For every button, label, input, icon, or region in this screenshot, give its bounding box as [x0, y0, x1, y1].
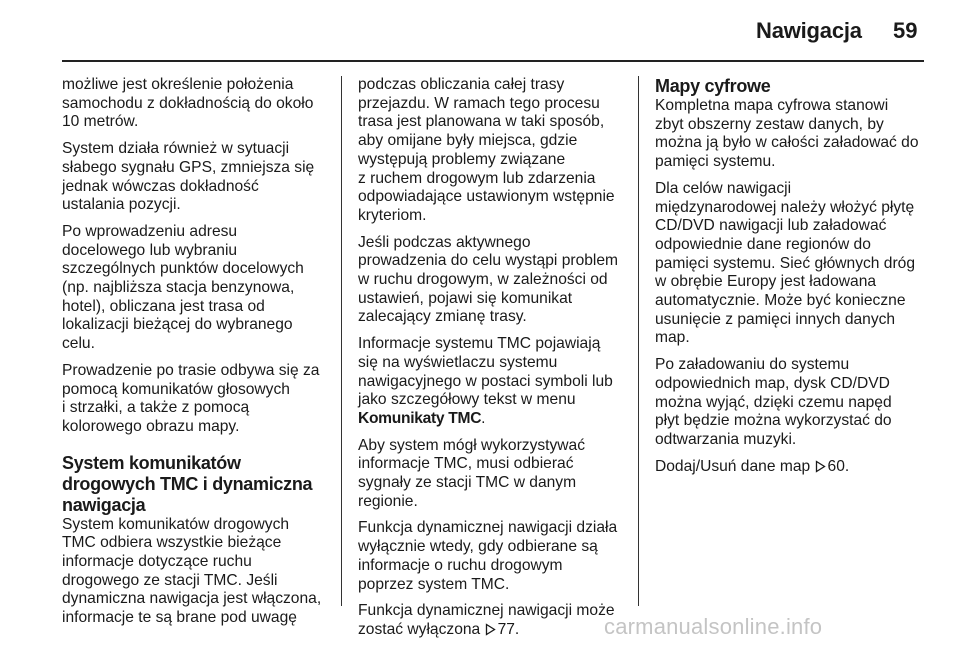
- text-line: Po załadowaniu do systemu: [655, 356, 850, 374]
- text-line: nawigacyjnego w postaci symboli lub: [358, 372, 613, 390]
- paragraph: [358, 335, 630, 429]
- text-line: drogowych TMC i dynamiczna: [62, 473, 313, 494]
- header-rule: [62, 60, 924, 62]
- text-line: można wyjąć, dzięki czemu napęd: [655, 393, 892, 411]
- text-line: odpowiadające ustawionym wstępnie: [358, 188, 615, 206]
- text-line: ustalania pozycji.: [62, 196, 181, 214]
- paragraph: [62, 223, 334, 354]
- section-heading: [62, 453, 334, 516]
- text-line: słabego sygnału GPS, zmniejsza się: [62, 158, 315, 176]
- paragraph: [358, 602, 630, 639]
- text-line: Aby system mógł wykorzystywać: [358, 436, 586, 454]
- text-line: w obrębie Europy jest ładowana: [655, 273, 877, 291]
- text-line: możliwe jest określenie położenia: [62, 76, 294, 93]
- paragraph: [655, 180, 930, 348]
- text-line: System komunikatów: [62, 452, 241, 473]
- text-line: poprzez system TMC.: [358, 575, 510, 593]
- text-line: System działa również w sytuacji: [62, 140, 290, 158]
- text-line: Po wprowadzeniu adresu: [62, 222, 238, 240]
- reference-text: zostać wyłączona: [358, 620, 481, 638]
- text-line: aby omijane były miejsca, gdzie: [358, 132, 578, 150]
- text-line: automatycznie. Może być konieczne: [655, 292, 906, 310]
- text-line: z ruchem drogowym lub zdarzenia: [358, 169, 596, 187]
- text-line: [655, 458, 930, 477]
- page-reference-link[interactable]: 60.: [827, 457, 850, 475]
- text-line: prowadzenia do celu wystąpi problem: [358, 252, 619, 270]
- text-line: kolorowego obrazu mapy.: [62, 417, 240, 435]
- triangle-reference-icon: [815, 460, 826, 473]
- text-line: zalecający zmianę trasy.: [358, 308, 527, 326]
- text-line: płyt będzie można wykorzystać do: [655, 412, 892, 430]
- text-line: i strzałki, a także z pomocą: [62, 399, 250, 417]
- paragraph: [655, 458, 930, 477]
- text-line: się na wyświetlaczu systemu: [358, 353, 558, 371]
- text-line: hotel), obliczana jest trasa od: [62, 297, 265, 315]
- text-line: [358, 621, 630, 640]
- text-line: celu.: [62, 335, 95, 353]
- text-line: szczególnych punktów docelowych: [62, 260, 304, 278]
- text-line: informacje te są brane pod uwagę: [62, 609, 297, 627]
- text-line: (np. najbliższa stacja benzynowa,: [62, 279, 295, 297]
- paragraph: [358, 519, 630, 594]
- text-line: odpowiednie dane regionów do: [655, 235, 871, 253]
- text-line: przejazdu. W ramach tego procesu: [358, 94, 600, 112]
- paragraph: [62, 516, 334, 628]
- text-line: dynamiczna nawigacja jest włączona,: [62, 590, 322, 608]
- text-line: Informacje systemu TMC pojawiają: [358, 335, 601, 353]
- text-line: Jeśli podczas aktywnego: [358, 233, 531, 251]
- triangle-reference-icon: [485, 623, 496, 636]
- text-line: nawigacja: [62, 494, 146, 515]
- text-line: map.: [655, 329, 690, 347]
- text-line: pomocą komunikatów głosowych: [62, 380, 290, 398]
- text-line: samochodu z dokładnością do około: [62, 94, 314, 112]
- paragraph: [62, 362, 334, 437]
- text-line: TMC odbiera wszystkie bieżące: [62, 534, 282, 552]
- watermark: carmanualsonline.info: [604, 614, 823, 639]
- text-line: Prowadzenie po trasie odbywa się za: [62, 361, 320, 379]
- paragraph: [62, 76, 334, 132]
- text-line: odtwarzania muzyki.: [655, 430, 797, 448]
- text-line: Funkcja dynamicznej nawigacji może: [358, 602, 615, 620]
- text-line: występują problemy związane: [358, 150, 566, 168]
- text-line: odpowiednich map, dysk CD/DVD: [655, 374, 890, 392]
- punctuation: .: [481, 409, 486, 427]
- text-line: Mapy cyfrowe: [655, 76, 771, 96]
- section-title: Nawigacja: [756, 18, 862, 43]
- text-line: informacje o ruchu drogowym: [358, 556, 563, 574]
- paragraph: [62, 140, 334, 215]
- text-line: Dla celów nawigacji: [655, 179, 792, 197]
- text-line: sygnały ze stacji TMC w danym: [358, 474, 577, 492]
- text-column-1: [62, 76, 334, 636]
- text-line: ustawień, pojawi się komunikat: [358, 289, 573, 307]
- text-line: [358, 410, 630, 429]
- text-line: 10 metrów.: [62, 113, 139, 131]
- text-column-2: [358, 76, 630, 648]
- section-heading: [655, 76, 930, 97]
- text-line: docelowego lub wybraniu: [62, 241, 238, 259]
- text-line: lokalizacji bieżącej do wybranego: [62, 316, 293, 334]
- text-line: jednak wówczas dokładność: [62, 177, 259, 195]
- text-line: w ruchu drogowym, w zależności od: [358, 271, 608, 289]
- menu-name: Komunikaty TMC: [358, 409, 482, 427]
- text-line: międzynarodowej należy włożyć płytę: [655, 198, 915, 216]
- text-line: CD/DVD nawigacji lub załadować: [655, 217, 887, 235]
- column-divider: [341, 76, 342, 606]
- text-line: pamięci systemu. Sieć głównych dróg: [655, 254, 916, 272]
- page-number: 59: [893, 18, 918, 43]
- page-reference-link[interactable]: 77.: [497, 620, 520, 638]
- text-line: pamięci systemu.: [655, 153, 776, 171]
- text-line: informacje TMC, musi odbierać: [358, 455, 574, 473]
- text-line: regionie.: [358, 492, 418, 510]
- paragraph: [358, 234, 630, 328]
- text-column-3: [655, 76, 930, 484]
- text-line: System komunikatów drogowych: [62, 515, 290, 533]
- text-line: podczas obliczania całej trasy: [358, 76, 565, 93]
- paragraph: [358, 437, 630, 512]
- text-line: Funkcja dynamicznej nawigacji działa: [358, 519, 618, 537]
- paragraph: [655, 356, 930, 450]
- text-line: usunięcie z pamięci innych danych: [655, 310, 896, 328]
- text-line: trasa jest planowana w taki sposób,: [358, 113, 605, 131]
- reference-text: Dodaj/Usuń dane map: [655, 457, 811, 475]
- text-line: można ją było w całości załadować do: [655, 134, 919, 152]
- text-line: drogowego ze stacji TMC. Jeśli: [62, 571, 278, 589]
- column-divider: [638, 76, 639, 606]
- text-line: zbyt obszerny zestaw danych, by: [655, 115, 884, 133]
- text-line: informacje dotyczące ruchu: [62, 553, 252, 571]
- paragraph: [358, 76, 630, 226]
- paragraph: [655, 97, 930, 172]
- text-line: kryteriom.: [358, 206, 427, 224]
- text-line: jako szczegółowy tekst w menu: [358, 391, 576, 409]
- text-line: Kompletna mapa cyfrowa stanowi: [655, 97, 889, 114]
- text-line: wyłącznie wtedy, gdy odbierane są: [358, 538, 598, 556]
